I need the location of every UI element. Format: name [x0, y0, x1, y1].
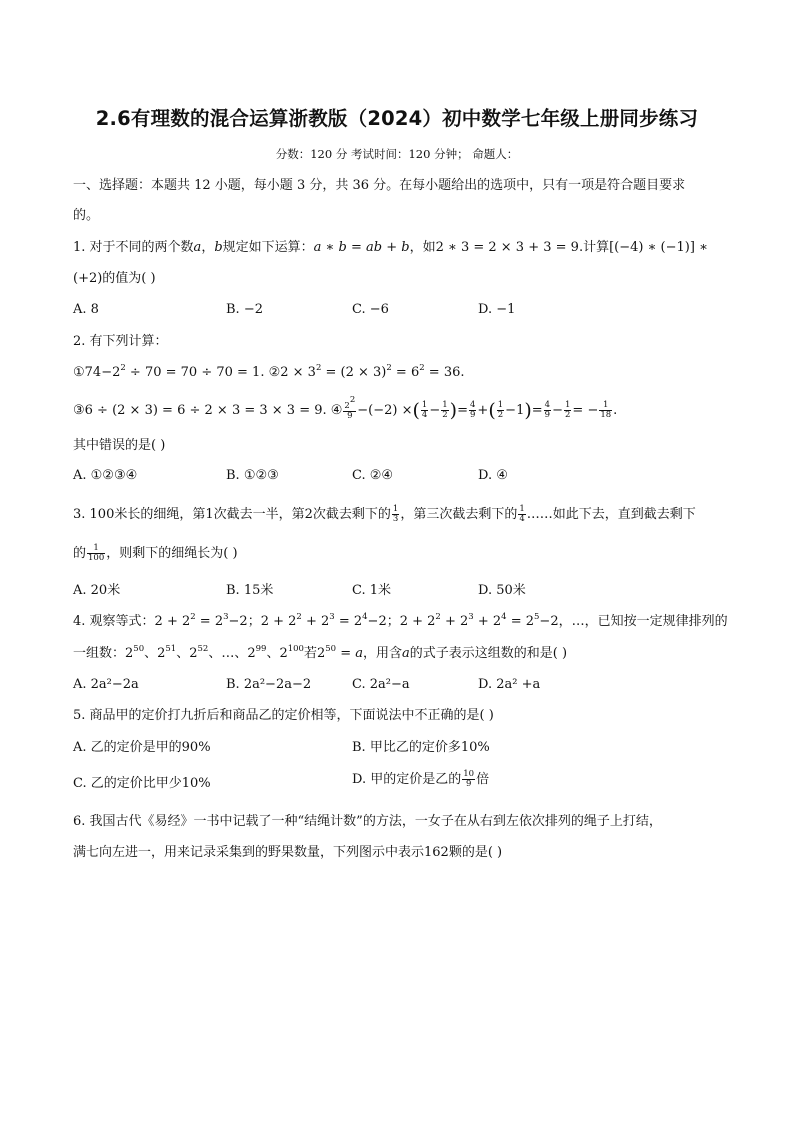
q3-option-b: B. 15米 — [226, 583, 274, 598]
q4-l2-h: ，用含 — [363, 646, 403, 661]
question-6 — [73, 813, 662, 831]
fraction: $\frac{1}{100}$ — [88, 543, 105, 563]
q4-f: −2；2 + 2 — [367, 614, 436, 629]
q3-option-d: D. 50米 — [478, 583, 526, 598]
q4-l2-f: 若2 — [303, 646, 326, 661]
q2-ask-text: 其中错误的是( ) — [73, 438, 166, 453]
q4-e: = 2 — [334, 614, 363, 629]
q1-example: 2 ∗ 3 = 2 × 3 + 3 = 9 — [435, 240, 579, 255]
q2-r2-g: = − — [572, 403, 599, 418]
q4-l2-e: 、2 — [266, 646, 288, 661]
q4-l2-b: 、2 — [144, 646, 166, 661]
page-title: 2.6有理数的混合运算浙教版（2024）初中数学七年级上册同步练习 — [95, 107, 699, 130]
q1-text-b: ， — [201, 240, 215, 255]
q2-r2-f: − — [552, 403, 563, 418]
q2-sup: 2 — [419, 363, 425, 373]
question-1-cont — [73, 270, 156, 288]
q4-option-c: C. 2a²−a — [352, 677, 410, 692]
q2-sup: 2 — [120, 363, 126, 373]
q2-r1-a: ①74−2 — [73, 365, 121, 380]
question-3 — [73, 505, 696, 524]
q3-e: ，则剩下的细绳长为( ) — [106, 546, 238, 561]
q2-r2-e: = — [531, 403, 543, 418]
q4-l2-d: 、…、2 — [208, 646, 256, 661]
q1-var-b: b — [214, 240, 223, 255]
q2-ask — [73, 437, 165, 455]
fraction: $\frac{1}{2}$ — [565, 400, 571, 420]
q5-option-b: B. 甲比乙的定价多10% — [352, 740, 490, 755]
fraction: $\frac{4}{9}$ — [470, 400, 476, 420]
q4-b: = 2 — [195, 614, 224, 629]
q2-r1-b: ÷ 70 = 70 ÷ 70 = 1. ②2 × 3 — [125, 365, 316, 380]
fraction: $\frac{1}{2}$ — [442, 400, 448, 420]
q4-g: + 2 — [440, 614, 469, 629]
q2-option-b: B. ①②③ — [226, 468, 279, 483]
q4-l2-g: = — [336, 646, 356, 661]
question-3-cont — [73, 544, 238, 563]
q1-definition: a ∗ b = ab + b — [313, 240, 410, 255]
q1-text-a: 1. 对于不同的两个数 — [73, 240, 194, 255]
q4-d: + 2 — [301, 614, 330, 629]
question-4-cont: 一组数：$2^{50}$、$2^{51}$、$2^{52}$、…、$2^{99}$、$2^{100}$若$2^{50} = a$，用含a的式子表示这组数的和是( ) — [73, 644, 568, 661]
q5-option-c: C. 乙的定价比甲少10% — [73, 776, 211, 791]
q4-i: = 2 — [506, 614, 534, 629]
fraction: $\frac{1}{18}$ — [600, 400, 612, 420]
section-line-2: 的。 — [73, 208, 100, 223]
fraction: $\frac{10}{9}$ — [463, 769, 475, 789]
question-4: 4. 观察等式：$2 + 2^2 = 2^3-2$；$2 + 2^2 + 2^3 = 2^4-2$；$2 + 2^2 + 2^3 + 2^4 = 2^5-2$，…，已知按一定规律排列的 — [73, 612, 728, 629]
q1-text-d: ，如 — [409, 240, 436, 255]
q3-option-c: C. 1米 — [352, 583, 392, 598]
question-1 — [73, 239, 708, 257]
q1-text-c: 规定如下运算： — [222, 240, 314, 255]
q1-var-a: a — [193, 240, 202, 255]
q3-a: 3. 100米长的细绳，第1次截去一半，第2次截去剩下的 — [73, 507, 391, 522]
q4-l2-i: 的式子表示这组数的和是( ) — [409, 646, 568, 661]
section-heading-cont — [73, 207, 99, 225]
q4-j: −2，…，已知按一定规律排列的 — [539, 614, 728, 629]
q1-calculation: [(−4) ∗ (−1)] ∗ — [609, 240, 708, 255]
q3-b: ，第三次截去剩下的 — [400, 507, 518, 522]
q1-text-e: .计算 — [578, 240, 610, 255]
q3-option-a: A. 20米 — [73, 583, 121, 598]
q2-r2-c: = — [457, 403, 468, 418]
q2-row-2: ③6 ÷ (2 × 3) = 6 ÷ 2 × 3 = 3 × 3 = 9. ④ $\frac{2^2}{9}$ −(−2) ×( $\frac{1}{4}$ − $\frac{1}{2}$ )= $\frac{4}{9}$ +( $\frac{1}{2}$ −1)= $\frac{4}{9}$ − $\frac{1}{2}$ = − $\frac{1}{18}$ . — [73, 395, 618, 422]
question-2 — [73, 333, 168, 351]
question-5 — [73, 707, 494, 725]
q4-option-a: A. 2a²−2a — [73, 677, 139, 692]
q4-c: −2；2 + 2 — [228, 614, 297, 629]
section-heading — [73, 177, 685, 195]
q3-d: 的 — [73, 546, 87, 561]
fraction: $\frac{1}{3}$ — [392, 504, 399, 524]
q2-r1-d: = 6 — [391, 365, 420, 380]
q1-line-2: (+2)的值为( ) — [73, 271, 156, 286]
q2-sup: 2 — [386, 363, 392, 373]
fraction: $\frac{1}{4}$ — [421, 400, 428, 420]
q2-sup: 2 — [315, 363, 322, 373]
q2-r2-h: . — [613, 403, 618, 418]
q4-l2-c: 、2 — [176, 646, 198, 661]
q2-r1-e: = 36. — [424, 365, 465, 380]
q5-stem: 5. 商品甲的定价打九折后和商品乙的定价相等，下面说法中不正确的是( ) — [73, 708, 494, 723]
section-line-1: 一、选择题：本题共 12 小题，每小题 3 分，共 36 分。在每小题给出的选项中，只有一项是符合题目要求 — [73, 178, 686, 193]
q5-d-suffix: 倍 — [476, 772, 490, 787]
q5-option-d — [352, 770, 489, 789]
q2-option-d: D. ④ — [478, 468, 508, 483]
q6-line-2: 满七向左进一，用来记录采集到的野果数量，下列图示中表示162颗的是( ) — [73, 845, 503, 860]
q1-option-a: A. 8 — [73, 302, 99, 317]
q1-option-b: B. −2 — [226, 302, 263, 317]
question-6-cont — [73, 844, 502, 862]
q2-r2-a: ③6 ÷ (2 × 3) = 6 ÷ 2 × 3 = 3 × 3 = 9. ④ — [73, 403, 343, 418]
q5-d-text: D. 甲的定价是乙的 — [352, 772, 462, 787]
q4-a: 4. 观察等式：2 + 2 — [73, 614, 191, 629]
q4-l2-a: 一组数：2 — [73, 646, 134, 661]
q2-option-a: A. ①②③④ — [73, 468, 138, 483]
fraction: $\frac{1}{2}$ — [497, 400, 504, 420]
q2-r2-d: + — [477, 403, 489, 418]
q2-r1-c: = (2 × 3) — [321, 365, 387, 380]
fraction: $\frac{2^2}{9}$ — [344, 395, 356, 421]
q2-stem: 2. 有下列计算： — [73, 334, 168, 349]
q4-option-d: D. 2a² +a — [478, 677, 541, 692]
q1-option-c: C. −6 — [352, 302, 389, 317]
q1-option-d: D. −1 — [478, 302, 516, 317]
q2-row-1 — [73, 364, 465, 382]
q4-option-b: B. 2a²−2a−2 — [226, 677, 312, 692]
q5-option-a: A. 乙的定价是甲的90% — [73, 740, 211, 755]
q4-h: + 2 — [473, 614, 502, 629]
fraction: $\frac{1}{4}$ — [519, 504, 525, 524]
fraction: $\frac{4}{9}$ — [544, 400, 551, 420]
q2-option-c: C. ②④ — [352, 468, 394, 483]
exam-info: 分数：120 分 考试时间：120 分钟； 命题人： — [275, 147, 519, 161]
q2-r2-b: −(−2) × — [357, 403, 413, 418]
q3-c: ……如此下去，直到截去剩下 — [526, 507, 696, 522]
q6-line-1: 6. 我国古代《易经》一书中记载了一种“结绳计数”的方法，一女子在从右到左依次排列的绳子上打结， — [73, 814, 662, 829]
